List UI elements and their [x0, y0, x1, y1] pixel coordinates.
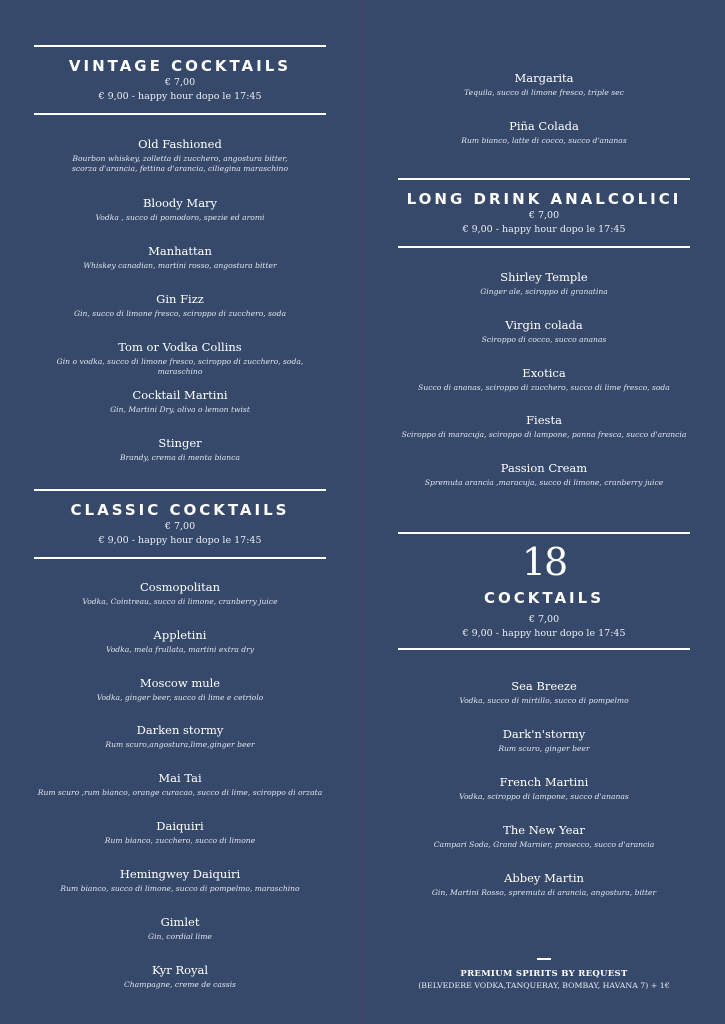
footer-dash — [537, 958, 551, 960]
menu-item — [398, 413, 690, 440]
menu-item — [34, 196, 326, 223]
item-description: Succo di ananas, sciroppo di zucchero, succo di lime fresco, soda — [418, 383, 670, 392]
item-name: Gin Fizz — [156, 292, 204, 306]
item-name: Shirley Temple — [500, 270, 588, 284]
item-name: Margarita — [514, 71, 574, 85]
item-name: Bloody Mary — [142, 196, 218, 210]
item-description: Vodka, sciroppo di lampone, succo d'ananas — [459, 792, 629, 801]
menu-item — [398, 270, 690, 297]
item-description: Vodka, mela frullata, martini extra dry — [105, 645, 255, 654]
price: € 7,00 — [164, 521, 196, 532]
item-name: Abbey Martin — [504, 871, 584, 885]
menu-item — [398, 318, 690, 345]
item-description: Rum scuro ,rum bianco, orange curacao, succo di lime, sciroppo di orzata — [37, 788, 323, 797]
item-description: Tequila, succo di limone fresco, triple sec — [464, 88, 624, 97]
item-name: Dark'n'stormy — [502, 727, 586, 741]
vintage-header — [34, 45, 326, 115]
item-name: Appletini — [153, 628, 207, 642]
rule — [34, 557, 326, 559]
menu-item — [398, 775, 690, 802]
menu-item — [34, 436, 326, 463]
item-description-line: Bourbon whiskey, zolletta di zucchero, angostura bitter, — [72, 154, 288, 163]
item-description: Sciroppo di maracuja, sciroppo di lampone, panna fresca, succo d'arancia — [401, 430, 687, 439]
menu-item — [34, 628, 326, 655]
item-description: Rum bianco, latte di cocco, succo d'ananas — [461, 136, 627, 145]
menu-item — [34, 867, 326, 894]
item-description — [34, 154, 326, 174]
item-name: French Martini — [499, 775, 589, 789]
classic-header — [34, 489, 326, 559]
item-description-line: scorza d'arancia, fettina d'arancia, ciliegina maraschino — [71, 164, 289, 173]
rule — [34, 489, 326, 491]
happy-hour-price: € 9,00 - happy hour dopo le 17:45 — [98, 91, 262, 102]
item-description: Gin, Martini Dry, oliva o lemon twist — [110, 405, 250, 414]
premium-spirits-footer — [398, 958, 690, 992]
item-description: Gin, succo di limone fresco, sciroppo di zucchero, soda — [74, 309, 286, 318]
item-description: Whiskey canadian, martini rosso, angostura bitter — [83, 261, 277, 270]
item-description: Rum bianco, zucchero, succo di limone — [104, 836, 256, 845]
item-name: Tom or Vodka Collins — [118, 340, 242, 354]
item-name: Cocktail Martini — [132, 388, 228, 402]
item-name: Cosmopolitan — [140, 580, 220, 594]
happy-hour-price: € 9,00 - happy hour dopo le 17:45 — [462, 224, 626, 235]
menu-item — [34, 915, 326, 942]
menu-item — [34, 137, 326, 174]
item-name: Hemingwey Daiquiri — [119, 867, 241, 881]
footer-subtitle: (BELVEDERE VODKA,TANQUERAY, BOMBAY, HAVANA 7) + 1€ — [418, 981, 670, 990]
analcolici-header — [398, 178, 690, 248]
section-title: CLASSIC COCKTAILS — [70, 501, 290, 519]
item-description: Gin, cordial lime — [148, 932, 212, 941]
item-name: Gimlet — [160, 915, 200, 929]
rule — [398, 648, 690, 650]
menu-item — [34, 292, 326, 319]
item-description: Ginger ale, sciroppo di granatina — [480, 287, 608, 296]
item-name: Piña Colada — [509, 119, 579, 133]
price: € 7,00 — [528, 210, 560, 221]
item-name: Daiquiri — [156, 819, 204, 833]
menu-item — [34, 723, 326, 750]
happy-hour-price: € 9,00 - happy hour dopo le 17:45 — [98, 535, 262, 546]
logo: 18 — [521, 540, 567, 584]
menu-item — [398, 679, 690, 706]
menu-item — [398, 119, 690, 146]
rule — [398, 178, 690, 180]
item-name: Sea Breeze — [511, 679, 577, 693]
item-description: Rum bianco, succo di limone, succo di pompelmo, maraschino — [60, 884, 300, 893]
item-description: Brandy, crema di menta bianca — [120, 453, 240, 462]
menu-item — [34, 580, 326, 607]
item-name: Kyr Royal — [151, 963, 209, 977]
menu-item — [398, 71, 690, 98]
item-name: Manhattan — [148, 244, 212, 258]
section-title: COCKTAILS — [483, 589, 604, 607]
column-divider — [362, 0, 363, 1024]
menu-item — [398, 461, 690, 488]
item-name: Exotica — [522, 366, 566, 380]
item-description: Sciroppo di cocco, succo ananas — [481, 335, 607, 344]
menu-item — [34, 963, 326, 990]
happy-hour-price: € 9,00 - happy hour dopo le 17:45 — [462, 628, 626, 639]
section-title: LONG DRINK ANALCOLICI — [406, 190, 682, 208]
signature-header — [398, 532, 690, 650]
item-name: Darken stormy — [136, 723, 224, 737]
item-description: Vodka, Cointreau, succo di limone, cranberry juice — [82, 597, 278, 606]
section-title: VINTAGE COCKTAILS — [68, 57, 292, 75]
price: € 7,00 — [528, 614, 560, 625]
menu-item — [398, 727, 690, 754]
item-name: Stinger — [158, 436, 202, 450]
item-name: The New Year — [503, 823, 585, 837]
rule — [398, 532, 690, 534]
menu-item — [34, 388, 326, 415]
item-description: Vodka, succo di mirtillo, succo di pompelmo — [459, 696, 629, 705]
item-name: Fiesta — [526, 413, 562, 427]
rule — [398, 246, 690, 248]
menu-item — [398, 871, 690, 898]
menu-item — [34, 340, 326, 377]
item-name: Virgin colada — [505, 318, 583, 332]
item-name: Passion Cream — [500, 461, 588, 475]
menu-item — [34, 819, 326, 846]
item-description: Rum scuro, ginger beer — [498, 744, 590, 753]
rule — [34, 45, 326, 47]
item-name: Moscow mule — [139, 676, 221, 690]
item-name: Old Fashioned — [138, 137, 222, 151]
menu-item — [398, 823, 690, 850]
item-description: Rum scuro,angostura,lime,ginger beer — [105, 740, 255, 749]
menu-item — [34, 771, 326, 798]
item-description: Gin o vodka, succo di limone fresco, sciroppo di zucchero, soda, maraschino — [56, 357, 304, 376]
rule — [34, 113, 326, 115]
item-description: Champagne, creme de cassis — [123, 980, 237, 989]
item-description: Gin, Martini Rosso, spremuta di arancia, angostura, bitter — [431, 888, 657, 897]
menu-item — [34, 244, 326, 271]
price: € 7,00 — [164, 77, 196, 88]
item-description: Spremuta arancia ,maracuja, succo di limone, cranberry juice — [424, 478, 664, 487]
item-description: Vodka , succo di pomodoro, spezie ed aromi — [95, 213, 265, 222]
item-name: Mai Tai — [158, 771, 202, 785]
item-description: Vodka, ginger beer, succo di lime e cetriolo — [96, 693, 264, 702]
item-description: Campari Soda, Grand Marnier, prosecco, succo d'arancia — [433, 840, 655, 849]
menu-item — [398, 366, 690, 393]
menu-item — [34, 676, 326, 703]
footer-title: PREMIUM SPIRITS BY REQUEST — [460, 969, 628, 979]
